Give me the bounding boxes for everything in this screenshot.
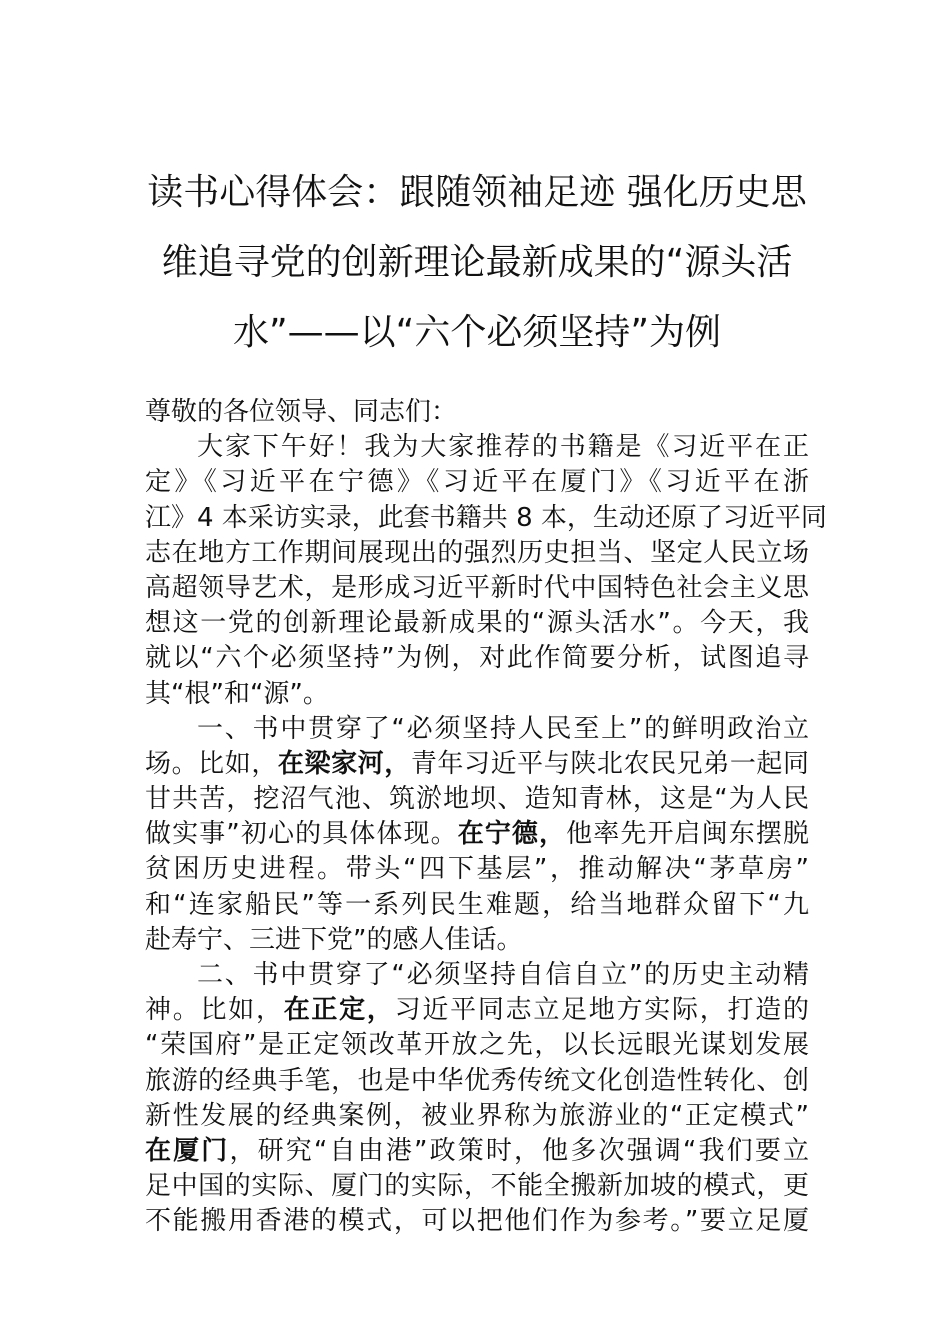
title-line: 维追寻党的创新理论最新成果的“源头活 [161, 242, 793, 283]
text-run: 他率先开启闽东摆脱 [566, 819, 809, 850]
salutation: 尊敬的各位领导、同志们： [145, 397, 458, 427]
paragraph-line: 甘共苦，挖沼气池、筑淤地坝、造知青林，这是“为人民 [145, 784, 809, 815]
title-line: 读书心得体会：跟随领袖足迹 强化历史思 [147, 172, 807, 213]
paragraph-line [145, 747, 809, 782]
text-run: ，研究“自由港”政策时，他多次强调“我们要立 [229, 1135, 809, 1166]
text-run: 做实事”初心的具体体现。 [145, 819, 458, 850]
bold-place-name: 在厦门 [145, 1135, 230, 1166]
text-run: 场。比如， [145, 748, 278, 779]
paragraph-line: 高超领导艺术，是形成习近平新时代中国特色社会主义思 [145, 572, 809, 603]
bold-place-name: 在正定， [283, 995, 395, 1026]
paragraph-line: 二、书中贯穿了“必须坚持自信自立”的历史主动精 [197, 960, 809, 990]
paragraph-line: 其“根”和“源”。 [145, 678, 329, 709]
paragraph-line: 贫困历史进程。带头“四下基层”，推动解决“茅草房” [145, 854, 809, 885]
paragraph-line: “荣国府”是正定领改革开放之先，以长远眼光谋划发展 [145, 1030, 809, 1061]
text-run: 青年习近平与陕北农民兄弟一起同 [410, 748, 809, 779]
title-line: 水”——以“六个必须坚持”为例 [233, 312, 721, 353]
bold-place-name: 在宁德， [457, 819, 567, 850]
paragraph-line: 不能搬用香港的模式，可以把他们作为参考。”要立足厦 [145, 1206, 809, 1237]
text-run: 习近平同志立足地方实际，打造的 [394, 995, 809, 1026]
bold-place-name: 在梁家河， [277, 748, 411, 779]
text-run: 神。比如， [145, 995, 284, 1026]
paragraph-line: 赴寿宁、三进下党”的感人佳话。 [145, 924, 523, 955]
paragraph-line: 足中国的实际、厦门的实际，不能全搬新加坡的模式，更 [145, 1171, 809, 1202]
paragraph-line: 大家下午好！我为大家推荐的书籍是《习近平在正 [197, 432, 809, 463]
document-body [145, 395, 827, 1240]
paragraph-line [145, 1134, 809, 1169]
document-title [145, 158, 809, 368]
paragraph-line: 志在地方工作期间展现出的强烈历史担当、坚定人民立场 [145, 537, 809, 568]
paragraph-line: 旅游的经典手笔，也是中华优秀传统文化创造性转化、创 [145, 1065, 809, 1096]
paragraph-line [145, 993, 809, 1028]
paragraph-line: 就以“六个必须坚持”为例，对此作简要分析，试图追寻 [145, 643, 809, 674]
paragraph-line: 和“连家船民”等一系列民生难题，给当地群众留下“九 [145, 889, 809, 920]
paragraph-line: 江》4 本采访实录，此套书籍共 8 本，生动还原了习近平同 [145, 502, 827, 533]
paragraph-line: 想这一党的创新理论最新成果的“源头活水”。今天，我 [145, 608, 809, 639]
paragraph-line: 一、书中贯穿了“必须坚持人民至上”的鲜明政治立 [197, 713, 809, 744]
paragraph-line [145, 817, 809, 852]
paragraph-line: 新性发展的经典案例，被业界称为旅游业的“正定模式” [145, 1100, 809, 1131]
paragraph-line: 定》《习近平在宁德》《习近平在厦门》《习近平在浙 [145, 467, 809, 498]
